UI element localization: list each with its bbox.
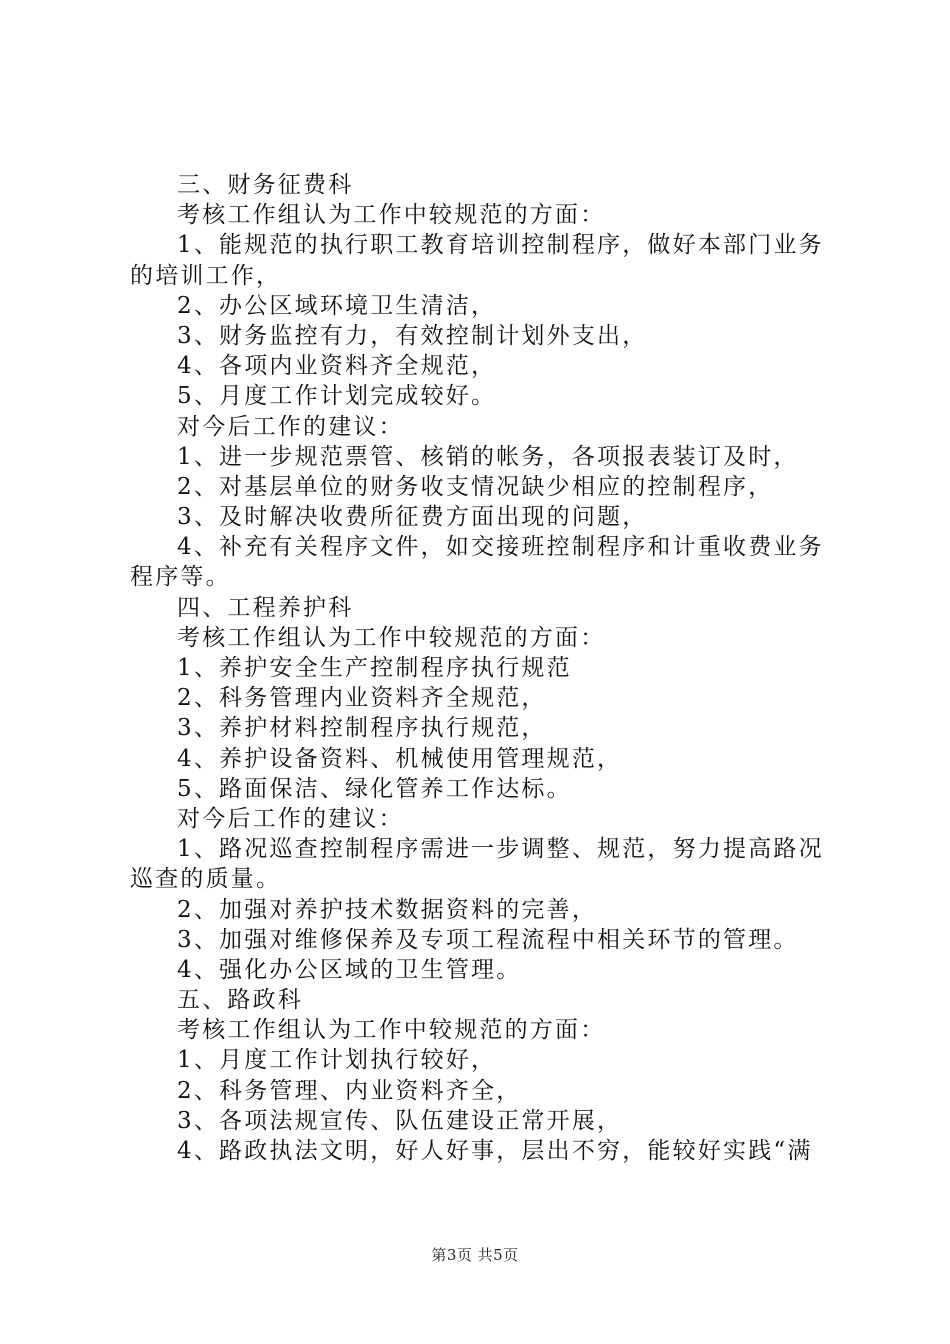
text-line: 5、路面保洁、绿化管养工作达标。: [177, 775, 572, 802]
text-line: 2、科务管理、内业资料齐全，: [177, 1077, 522, 1104]
document-body: [130, 170, 830, 1166]
text-line: 1、进一步规范票管、核销的帐务，各项报表装订及时，: [177, 443, 799, 470]
text-line: 四、工程养护科: [177, 594, 354, 621]
text-line: 4、各项内业资料齐全规范，: [177, 353, 497, 380]
text-line: 1、月度工作计划执行较好，: [177, 1047, 497, 1074]
text-line: 2、对基层单位的财务收支情况缺少相应的控制程序，: [177, 473, 774, 500]
text-line: 巡查的质量。: [130, 866, 282, 893]
text-line: 2、办公区域环境卫生清洁，: [177, 292, 497, 319]
text-line: 1、路况巡查控制程序需进一步调整、规范，努力提高路况: [177, 836, 824, 863]
text-line: 考核工作组认为工作中较规范的方面：: [177, 624, 606, 651]
text-line: 3、财务监控有力，有效控制计划外支出，: [177, 322, 648, 349]
text-line: 对今后工作的建议：: [177, 413, 404, 440]
text-line: 考核工作组认为工作中较规范的方面：: [177, 1017, 606, 1044]
text-line: 2、科务管理内业资料齐全规范，: [177, 685, 547, 712]
text-line: 3、及时解决收费所征费方面出现的问题，: [177, 504, 648, 531]
text-line: 4、补充有关程序文件，如交接班控制程序和计重收费业务: [177, 534, 824, 561]
text-line: 4、强化办公区域的卫生管理。: [177, 956, 522, 983]
text-line: 三、财务征费科: [177, 172, 354, 198]
page-footer: 第3页 共5页: [431, 1246, 519, 1264]
text-line: 3、养护材料控制程序执行规范，: [177, 715, 547, 742]
text-line: 对今后工作的建议：: [177, 805, 404, 832]
text-line: 五、路政科: [177, 987, 303, 1014]
text-line: 的培训工作，: [130, 262, 282, 289]
text-line: 3、各项法规宣传、队伍建设正常开展，: [177, 1107, 623, 1134]
text-line: 1、能规范的执行职工教育培训控制程序，做好本部门业务: [177, 232, 824, 259]
text-line: 4、养护设备资料、机械使用管理规范，: [177, 745, 623, 772]
text-line: 3、加强对维修保养及专项工程流程中相关环节的管理。: [177, 926, 799, 953]
text-line: 5、月度工作计划完成较好。: [177, 383, 497, 410]
text-line: 4、路政执法文明，好人好事，层出不穷，能较好实践“满: [177, 1138, 813, 1164]
text-line: 1、养护安全生产控制程序执行规范: [177, 655, 572, 681]
text-line: 考核工作组认为工作中较规范的方面：: [177, 202, 606, 229]
text-line: 2、加强对养护技术数据资料的完善，: [177, 896, 598, 923]
text-line: 程序等。: [130, 564, 231, 591]
